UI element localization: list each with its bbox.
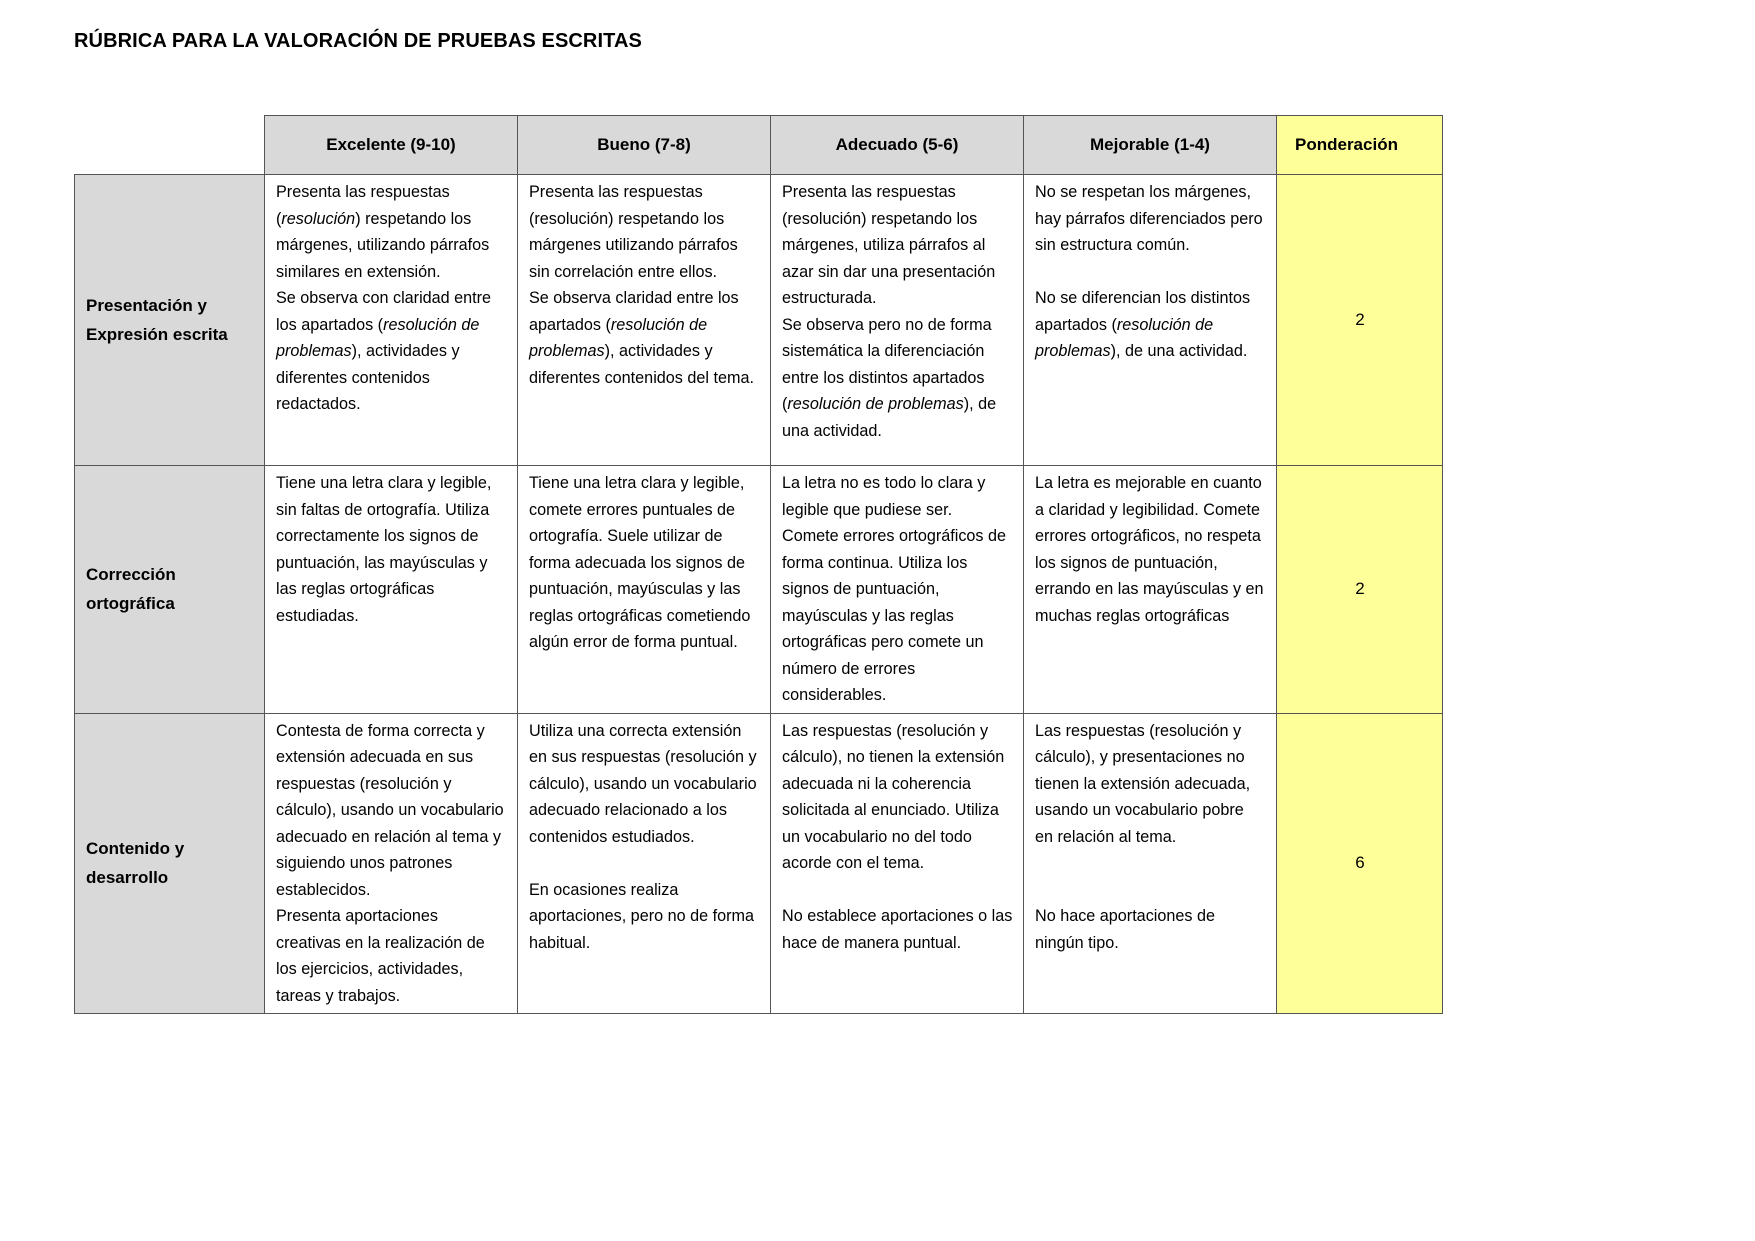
cell-presentacion-bueno: Presenta las respuestas (resolución) respetando los márgenes utilizando párrafos sin correlación entre ellos. Se observa claridad entre los apartados (resolución de problemas), actividades y diferentes contenidos del tema. xyxy=(518,175,771,466)
rubric-table xyxy=(74,115,1443,1014)
cell-contenido-mejorable: Las respuestas (resolución y cálculo), y presentaciones no tienen la extensión adecuada, usando un vocabulario pobre en relación al tema. No hace aportaciones de ningún tipo. xyxy=(1024,713,1277,1014)
cell-correccion-excelente: Tiene una letra clara y legible, sin faltas de ortografía. Utiliza correctamente los signos de puntuación, las mayúsculas y las reglas ortográficas estudiadas. xyxy=(265,466,518,714)
cell-correccion-adecuado: La letra no es todo lo clara y legible que pudiese ser. Comete errores ortográficos de forma continua. Utiliza los signos de puntuación, mayúsculas y las reglas ortográficas pero comete un número de errores considerables. xyxy=(771,466,1024,714)
cell-contenido-bueno: Utiliza una correcta extensión en sus respuestas (resolución y cálculo), usando un vocabulario adecuado relacionado a los contenidos estudiados. En ocasiones realiza aportaciones, pero no de forma habitual. xyxy=(518,713,771,1014)
cell-correccion-bueno: Tiene una letra clara y legible, comete errores puntuales de ortografía. Suele utilizar de forma adecuada los signos de puntuación, mayúsculas y las reglas ortográficas cometiendo algún error de forma puntual. xyxy=(518,466,771,714)
column-header-excelente: Excelente (9-10) xyxy=(265,116,518,175)
cell-presentacion-excelente: Presenta las respuestas (resolución) respetando los márgenes, utilizando párrafos similares en extensión. Se observa con claridad entre los apartados (resolución de problemas), actividades y diferentes contenidos redactados. xyxy=(265,175,518,466)
row-label-contenido: Contenido y desarrollo xyxy=(75,713,265,1014)
table-row xyxy=(75,713,1443,1014)
cell-presentacion-adecuado: Presenta las respuestas (resolución) respetando los márgenes, utiliza párrafos al azar sin dar una presentación estructurada. Se observa pero no de forma sistemática la diferenciación entre los distintos apartados (resolución de problemas), de una actividad. xyxy=(771,175,1024,466)
row-label-presentacion: Presentación y Expresión escrita xyxy=(75,175,265,466)
column-header-mejorable: Mejorable (1-4) xyxy=(1024,116,1277,175)
row-label-correccion: Corrección ortográfica xyxy=(75,466,265,714)
table-row xyxy=(75,466,1443,714)
weight-correccion: 2 xyxy=(1277,466,1443,714)
weight-presentacion: 2 xyxy=(1277,175,1443,466)
cell-presentacion-mejorable: No se respetan los márgenes, hay párrafos diferenciados pero sin estructura común. No se diferencian los distintos apartados (resolución de problemas), de una actividad. xyxy=(1024,175,1277,466)
table-row xyxy=(75,175,1443,466)
cell-contenido-adecuado: Las respuestas (resolución y cálculo), no tienen la extensión adecuada ni la coherencia solicitada al enunciado. Utiliza un vocabulario no del todo acorde con el tema. No establece aportaciones o las hace de manera puntual. xyxy=(771,713,1024,1014)
column-header-adecuado: Adecuado (5-6) xyxy=(771,116,1024,175)
column-header-bueno: Bueno (7-8) xyxy=(518,116,771,175)
cell-contenido-excelente: Contesta de forma correcta y extensión adecuada en sus respuestas (resolución y cálculo), usando un vocabulario adecuado en relación al tema y siguiendo unos patrones establecidos. Presenta aportaciones creativas en la realización de los ejercicios, actividades, tareas y trabajos. xyxy=(265,713,518,1014)
column-header-ponderacion: Ponderación xyxy=(1277,116,1443,175)
empty-corner-cell xyxy=(75,116,265,175)
header-row xyxy=(75,116,1443,175)
cell-correccion-mejorable: La letra es mejorable en cuanto a claridad y legibilidad. Comete errores ortográficos, no respeta los signos de puntuación, errando en las mayúsculas y en muchas reglas ortográficas xyxy=(1024,466,1277,714)
page-title: RÚBRICA PARA LA VALORACIÓN DE PRUEBAS ESCRITAS xyxy=(74,30,642,52)
weight-contenido: 6 xyxy=(1277,713,1443,1014)
